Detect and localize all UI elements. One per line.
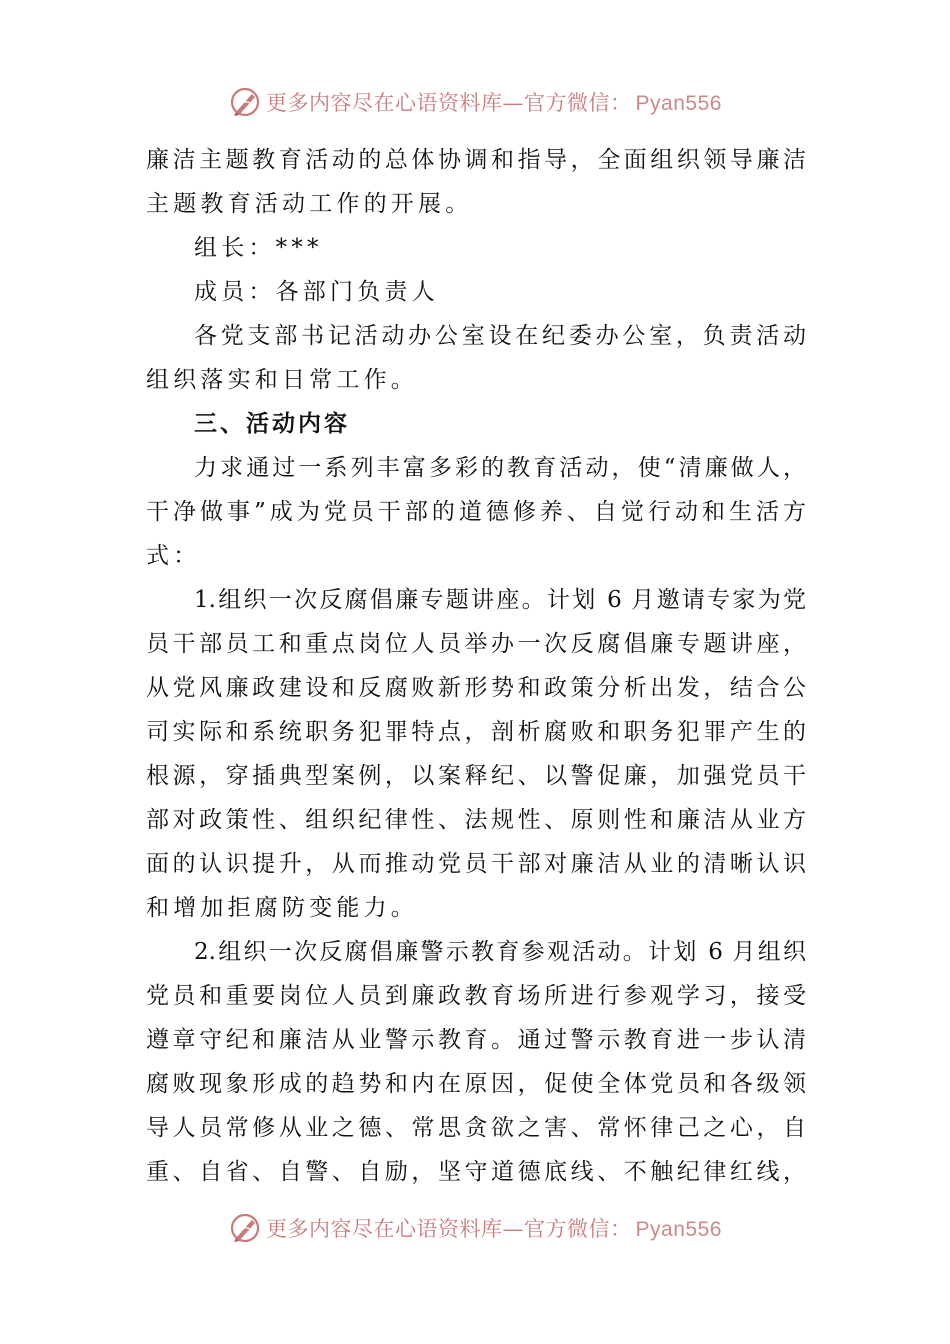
text-line: 从党风廉政建设和反腐败新形势和政策分析出发，结合公 <box>146 675 806 701</box>
text-line: 部对政策性、组织纪律性、法规性、原则性和廉洁从业方 <box>146 807 806 833</box>
text-line: 导人员常修从业之德、常思贪欲之害、常怀律己之心，自 <box>146 1115 806 1141</box>
text-line: 和增加拒腐防变能力。 <box>146 895 418 921</box>
text-line: 式： <box>146 543 201 569</box>
document-body <box>146 138 806 1194</box>
text-line: 根源，穿插典型案例，以案释纪、以警促廉，加强党员干 <box>146 763 806 789</box>
text-line: 各党支部书记活动办公室设在纪委办公室，负责活动 <box>194 323 806 349</box>
header-watermark <box>0 82 950 122</box>
pen-circle-icon <box>228 85 262 119</box>
text-line: 组长：*** <box>194 235 323 261</box>
text-line: 力求通过一系列丰富多彩的教育活动，使“清廉做人， <box>194 455 806 481</box>
text-line: 1.组织一次反腐倡廉专题讲座。计划 6 月邀请专家为党 <box>194 587 806 613</box>
pen-circle-icon <box>228 1211 262 1245</box>
text-line: 成员：各部门负责人 <box>194 279 439 305</box>
footer-watermark <box>0 1208 950 1248</box>
text-line: 面的认识提升，从而推动党员干部对廉洁从业的清晰认识 <box>146 851 806 877</box>
text-line: 廉洁主题教育活动的总体协调和指导，全面组织领导廉洁 <box>146 147 806 173</box>
text-line: 党员和重要岗位人员到廉政教育场所进行参观学习，接受 <box>146 983 806 1009</box>
text-line: 主题教育活动工作的开展。 <box>146 191 473 217</box>
watermark-label: 更多内容尽在心语资料库—官方微信： <box>266 91 632 115</box>
text-line: 遵章守纪和廉洁从业警示教育。通过警示教育进一步认清 <box>146 1027 806 1053</box>
text-line: 腐败现象形成的趋势和内在原因，促使全体党员和各级领 <box>146 1071 806 1097</box>
text-line: 组织落实和日常工作。 <box>146 367 418 393</box>
watermark-label: 更多内容尽在心语资料库—官方微信： <box>266 1217 632 1241</box>
watermark-wechat-id: Pyan556 <box>635 92 722 115</box>
text-line: 干净做事”成为党员干部的道德修养、自觉行动和生活方 <box>146 499 806 525</box>
watermark-text <box>266 1213 722 1243</box>
section-heading: 三、活动内容 <box>194 411 350 437</box>
watermark-wechat-id: Pyan556 <box>635 1218 722 1241</box>
watermark-text <box>266 87 722 117</box>
text-line: 员干部员工和重点岗位人员举办一次反腐倡廉专题讲座， <box>146 631 806 657</box>
text-line: 司实际和系统职务犯罪特点，剖析腐败和职务犯罪产生的 <box>146 719 806 745</box>
text-line: 重、自省、自警、自励，坚守道德底线、不触纪律红线， <box>146 1159 806 1185</box>
text-line: 2.组织一次反腐倡廉警示教育参观活动。计划 6 月组织 <box>194 939 806 965</box>
